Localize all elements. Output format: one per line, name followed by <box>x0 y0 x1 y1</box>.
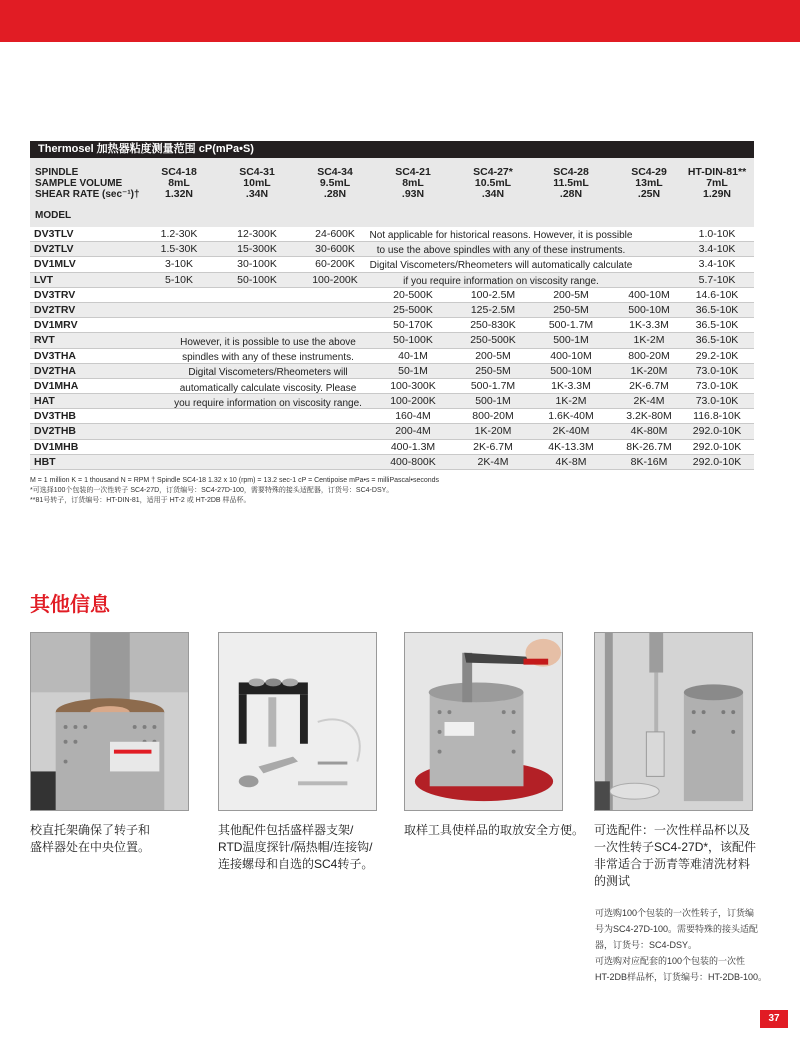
range-cell: 292.0-10K <box>692 425 742 438</box>
range-cell: 73.0-10K <box>695 395 739 408</box>
range-cell: 292.0-10K <box>692 440 742 453</box>
range-cell: 36.5-10K <box>695 319 739 332</box>
caption-photo-1 <box>30 822 150 856</box>
range-cell: 3.2K-80M <box>626 410 672 423</box>
spindle-volume: 8mL <box>168 177 190 189</box>
photo-accessories <box>218 632 377 811</box>
range-cell: 100-300K <box>390 379 436 392</box>
range-cell: 160-4M <box>395 410 431 423</box>
range-cell: 40-1M <box>398 349 428 362</box>
range-cell: 2K-4M <box>633 395 665 408</box>
note-line: 器，订货号：SC4-DSY。 <box>595 940 698 950</box>
caption-line: 取样工具使样品的取放安全方便。 <box>404 823 585 837</box>
table-row <box>30 440 754 455</box>
table-row <box>30 424 754 439</box>
range-cell: 400-1.3M <box>390 440 436 453</box>
spindle-name: SC4-29 <box>631 166 667 178</box>
model-name: DV1MRV <box>34 319 78 332</box>
spindle-rate: .34N <box>245 188 269 200</box>
photo-alignment-bracket <box>30 632 189 811</box>
range-cell: 1.0-10K <box>698 228 736 240</box>
model-name: DV2THA <box>34 364 77 377</box>
model-name: DV2THB <box>34 425 77 438</box>
range-cell: 30-100K <box>237 258 277 271</box>
model-name: DV3TRV <box>34 288 76 301</box>
range-cell: 73.0-10K <box>695 379 739 392</box>
range-cell: 1.5-30K <box>160 243 198 256</box>
range-cell: 250-500K <box>470 334 516 347</box>
range-cell: 24-600K <box>315 228 355 240</box>
range-cell: 500-1.7M <box>470 379 516 392</box>
footnotes <box>30 476 770 506</box>
range-cell: 50-100K <box>393 334 433 347</box>
range-cell: 4K-13.3M <box>548 440 594 453</box>
caption-line: 校直托架确保了转子和 <box>30 823 151 837</box>
note-line: HT-2DB样品杯，订货编号：HT-2DB-100。 <box>595 972 768 982</box>
header-col <box>222 167 292 200</box>
spindle-volume: 10mL <box>243 177 271 189</box>
range-cell: 400-10M <box>550 349 592 362</box>
range-cell: 2K-6.7M <box>473 440 513 453</box>
range-cell: 1K-3.3M <box>629 319 669 332</box>
range-cell: 4K-80M <box>630 425 668 438</box>
header-col <box>378 167 448 200</box>
range-cell: 1.6K-40M <box>548 410 594 423</box>
caption-line: 连接螺母和自选的SC4转子。 <box>218 857 374 871</box>
range-cell: 30-600K <box>315 243 355 256</box>
range-cell: 800-20M <box>472 410 514 423</box>
caption-line: 其他配件包括盛样器支架/ <box>218 823 354 837</box>
label-shear-rate: SHEAR RATE (sec⁻¹)† <box>35 189 140 200</box>
spindle-name: SC4-34 <box>317 166 353 178</box>
header-col <box>536 167 606 200</box>
footnote: *可选择100个包装的一次性转子 SC4-27D，订货编号：SC4-27D-100，需要特殊的接头适配器，订货号：SC4-DSY。 <box>30 487 394 494</box>
note-line: you require information on viscosity range. <box>174 397 362 409</box>
note-line: 可选购对应配套的100个包装的一次性 <box>595 956 746 966</box>
table-note-lower <box>148 335 388 411</box>
range-cell: 250-5M <box>553 303 589 316</box>
footnote: M = 1 million K = 1 thousand N = RPM † Spindle SC4-18 1.32 x 10 (rpm) = 13.2 sec-1 cP = Centipoise mPa•s = milliPascal•seconds <box>30 477 440 484</box>
footnote: **81号转子，订货编号：HT-DIN-81，适用于 HT-2 或 HT-2DB 样品杯。 <box>30 497 251 504</box>
range-cell: 500-10M <box>550 364 592 377</box>
note-line: automatically calculate viscosity. Please <box>179 382 357 394</box>
spindle-rate: .25N <box>637 188 661 200</box>
range-cell: 36.5-10K <box>695 334 739 347</box>
table-row <box>30 409 754 424</box>
table-row <box>30 364 754 379</box>
model-name: DV1MHA <box>34 379 79 392</box>
top-red-bar <box>0 0 800 42</box>
spindle-name: SC4-18 <box>161 166 197 178</box>
range-cell: 125-2.5M <box>470 303 516 316</box>
note-line: 可选购100个包装的一次性转子，订货编 <box>595 908 755 918</box>
spindle-name: SC4-27* <box>473 166 513 178</box>
model-name: DV3THB <box>34 410 77 423</box>
range-cell: 250-5M <box>475 364 511 377</box>
model-name: LVT <box>34 273 54 286</box>
spindle-volume: 13mL <box>635 177 663 189</box>
range-cell: 15-300K <box>237 243 277 256</box>
range-cell: 5.7-10K <box>698 273 736 286</box>
range-cell: 3.4-10K <box>698 258 736 271</box>
photo-extraction-tool <box>404 632 563 811</box>
caption-line: 盛样器处在中央位置。 <box>30 840 151 854</box>
range-cell: 8K-26.7M <box>626 440 672 453</box>
range-cell: 100-2.5M <box>470 288 516 301</box>
range-cell: 500-1.7M <box>548 319 594 332</box>
range-cell: 2K-4M <box>477 455 509 468</box>
caption-photo-4 <box>594 822 756 890</box>
range-cell: 20-500K <box>393 288 433 301</box>
note-line: if you require information on viscosity range. <box>403 275 599 287</box>
model-name: RVT <box>34 334 55 347</box>
model-name: HAT <box>34 395 55 408</box>
table-title: Thermosel 加热器粘度测量范围 cP(mPa•S) <box>30 141 754 158</box>
spindle-name: SC4-21 <box>395 166 431 178</box>
header-col <box>458 167 528 200</box>
spindle-volume: 10.5mL <box>474 177 512 189</box>
range-cell: 14.6-10K <box>695 288 739 301</box>
range-cell: 1K-2M <box>633 334 665 347</box>
table-row <box>30 333 754 348</box>
range-cell: 1K-20M <box>474 425 512 438</box>
table-note-upper <box>360 228 642 289</box>
section-title: 其他信息 <box>30 594 110 616</box>
model-name: DV3TLV <box>34 228 74 240</box>
range-cell: 1K-2M <box>555 395 587 408</box>
range-cell: 800-20M <box>628 349 670 362</box>
label-sample-volume: SAMPLE VOLUME <box>35 178 123 189</box>
spindle-rate: 1.29N <box>702 188 732 200</box>
spindle-rate: .93N <box>401 188 425 200</box>
header-col <box>614 167 684 200</box>
range-cell: 5-10K <box>164 273 194 286</box>
range-cell: 1K-3.3M <box>551 379 591 392</box>
table-row <box>30 303 754 318</box>
note-line: 号为SC4-27D-100。需要特殊的接头适配 <box>595 924 759 934</box>
range-cell: 3.4-10K <box>698 243 736 256</box>
range-cell: 12-300K <box>237 228 277 240</box>
table-row <box>30 394 754 409</box>
header-col <box>300 167 370 200</box>
range-cell: 200-5M <box>475 349 511 362</box>
ordering-note <box>595 905 785 985</box>
spindle-name: SC4-31 <box>239 166 275 178</box>
caption-line: RTD温度探针/隔热帽/连接钩/ <box>218 840 373 854</box>
table-row <box>30 288 754 303</box>
spindle-volume: 8mL <box>402 177 424 189</box>
range-cell: 25-500K <box>393 303 433 316</box>
note-line: spindles with any of these instruments. <box>182 352 354 364</box>
caption-photo-2 <box>218 822 373 873</box>
table-row <box>30 455 754 470</box>
page-number: 37 <box>760 1010 788 1028</box>
table-row <box>30 318 754 333</box>
range-cell: 292.0-10K <box>692 455 742 468</box>
model-name: DV3THA <box>34 349 77 362</box>
spindle-rate: .34N <box>481 188 505 200</box>
model-name: DV2TLV <box>34 243 74 256</box>
caption-line: 一次性转子SC4-27D*，该配件 <box>594 840 757 854</box>
range-cell: 200-4M <box>395 425 431 438</box>
model-name: DV1MLV <box>34 258 76 271</box>
range-cell: 1.2-30K <box>160 228 198 240</box>
range-cell: 250-830K <box>470 319 516 332</box>
label-spindle: SPINDLE <box>35 167 79 178</box>
table-row <box>30 349 754 364</box>
range-cell: 200-5M <box>553 288 589 301</box>
spindle-volume: 7mL <box>706 177 728 189</box>
header-col <box>682 167 752 200</box>
photo-disposable-cup <box>594 632 753 811</box>
range-cell: 2K-40M <box>552 425 590 438</box>
range-cell: 50-1M <box>398 364 428 377</box>
range-cell: 50-100K <box>237 273 277 286</box>
range-cell: 400-10M <box>628 288 670 301</box>
model-name: HBT <box>34 455 56 468</box>
caption-line: 的测试 <box>594 874 631 888</box>
range-cell: 3-10K <box>164 258 194 271</box>
note-line: Digital Viscometers/Rheometers will <box>188 367 348 379</box>
spindle-rate: .28N <box>323 188 347 200</box>
range-cell: 8K-16M <box>630 455 668 468</box>
spindle-volume: 9.5mL <box>319 177 351 189</box>
range-cell: 29.2-10K <box>695 349 739 362</box>
label-model: MODEL <box>35 210 72 221</box>
note-line: Not applicable for historical reasons. However, it is possible <box>369 230 633 241</box>
range-cell: 100-200K <box>390 395 436 408</box>
header-col <box>144 167 214 200</box>
spindle-rate: 1.32N <box>164 188 194 200</box>
caption-photo-3 <box>404 822 584 839</box>
model-name: DV1MHB <box>34 440 79 453</box>
range-cell: 400-800K <box>390 455 436 468</box>
range-cell: 1K-20M <box>630 364 668 377</box>
note-line: Digital Viscometers/Rheometers will automatically calculate <box>369 260 633 272</box>
range-cell: 116.8-10K <box>693 410 741 423</box>
range-cell: 500-10M <box>628 303 670 316</box>
table-row <box>30 379 754 394</box>
spindle-rate: .28N <box>559 188 583 200</box>
range-cell: 100-200K <box>312 273 358 286</box>
range-cell: 50-170K <box>393 319 433 332</box>
range-cell: 4K-8M <box>555 455 587 468</box>
spindle-name: SC4-28 <box>553 166 589 178</box>
spindle-volume: 11.5mL <box>553 177 589 189</box>
table-header <box>30 158 754 227</box>
range-cell: 500-1M <box>475 395 511 408</box>
range-cell: 2K-6.7M <box>629 379 669 392</box>
range-cell: 36.5-10K <box>695 303 739 316</box>
note-line: However, it is possible to use the above <box>180 337 356 348</box>
note-line: to use the above spindles with any of these instruments. <box>376 245 626 257</box>
range-cell: 500-1M <box>553 334 589 347</box>
spindle-name: HT-DIN-81** <box>687 166 747 178</box>
range-cell: 73.0-10K <box>695 364 739 377</box>
caption-line: 非常适合于沥青等难清洗材料 <box>594 857 751 871</box>
caption-line: 可选配件：一次性样品杯以及 <box>594 823 751 837</box>
range-cell: 60-200K <box>315 258 355 271</box>
model-name: DV2TRV <box>34 303 76 316</box>
